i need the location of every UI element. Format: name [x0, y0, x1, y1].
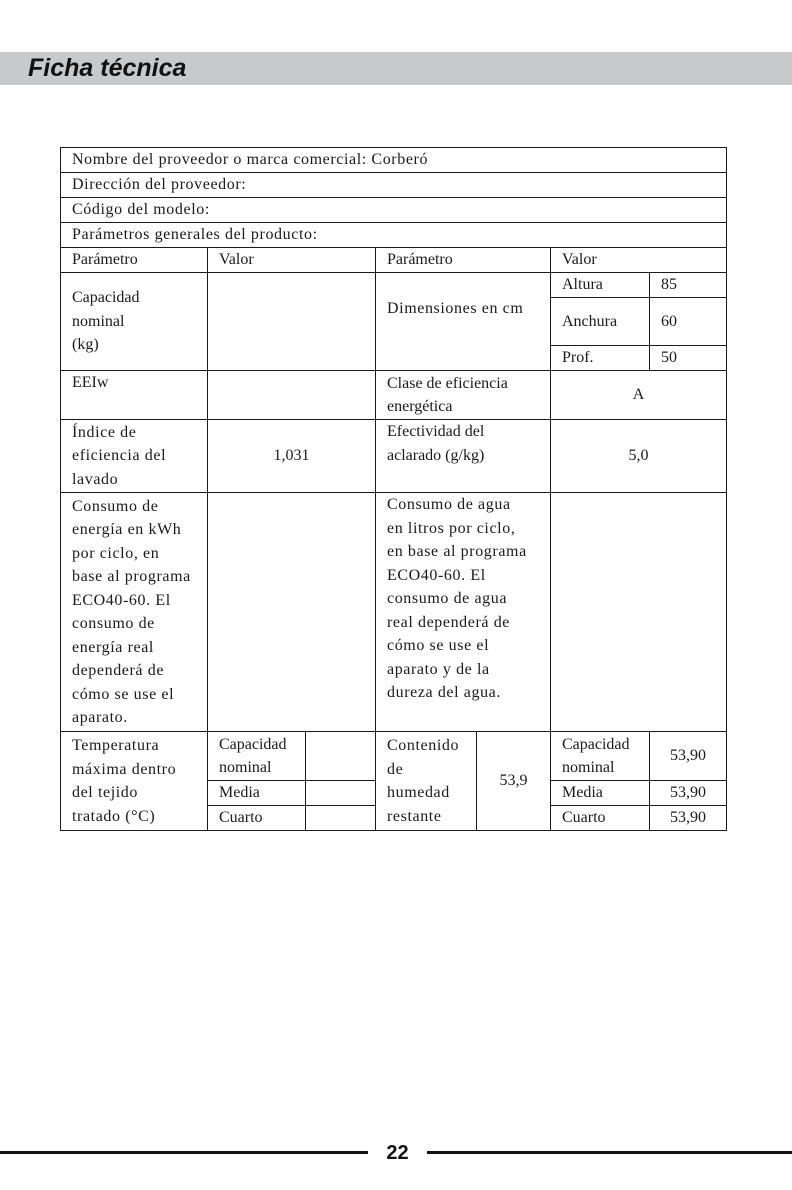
text-line: consumo de agua [387, 590, 508, 607]
text-line: aparato y de la [387, 660, 490, 678]
text-line: dependerá de [72, 662, 165, 679]
moisture-half-label: Media [551, 781, 650, 806]
temp-nominal-value [306, 732, 376, 781]
temp-half-value [306, 781, 376, 806]
text-line: energética [387, 398, 453, 415]
text-line: nominal [562, 759, 615, 776]
energy-class-label [376, 371, 551, 420]
temp-nominal-label [208, 732, 306, 781]
text-line: lavado [72, 470, 119, 488]
general-params-cell: Parámetros generales del producto: [61, 223, 727, 248]
moisture-nominal-value: 53,90 [650, 732, 727, 781]
text-line: humedad [387, 784, 450, 801]
footer-rule-right [427, 1151, 792, 1154]
temp-quarter-value [306, 806, 376, 831]
text-line: en base al programa [387, 543, 527, 560]
text-line: Consumo de [72, 497, 159, 515]
temp-half-label: Media [208, 781, 306, 806]
text-line: Clase de eficiencia [387, 374, 508, 392]
text-line: Capacidad [72, 289, 140, 307]
table-row [61, 273, 727, 298]
capacity-value [208, 273, 376, 371]
address-cell: Dirección del proveedor: [61, 173, 727, 198]
text-line: energía real [72, 638, 154, 656]
text-line: Contenido [387, 737, 460, 754]
height-value: 85 [650, 273, 727, 298]
text-line: base al programa [72, 568, 191, 585]
table-header-row [61, 248, 727, 273]
text-line: restante [387, 807, 442, 825]
text-line: tratado (°C) [72, 807, 156, 825]
table-row [61, 420, 727, 493]
text-line: Efectividad del [387, 423, 485, 440]
header-value: Valor [551, 248, 727, 273]
page-title: Ficha técnica [28, 54, 187, 82]
rinse-label [376, 420, 551, 493]
table-row [61, 223, 727, 248]
text-line: de [387, 760, 404, 778]
header-value: Valor [208, 248, 376, 273]
text-line: aclarado (g/kg) [387, 446, 485, 464]
eeiw-label: EEIw [61, 371, 208, 420]
text-line: (kg) [72, 336, 99, 354]
text-line: Índice de [72, 423, 137, 441]
table-row [61, 493, 727, 732]
text-line: por ciclo, en [72, 544, 160, 562]
depth-value: 50 [650, 346, 727, 371]
table-row [61, 173, 727, 198]
spec-table [60, 147, 727, 831]
text-line: cómo se use el [72, 685, 175, 703]
eeiw-value [208, 371, 376, 420]
text-line: aparato. [72, 709, 128, 726]
text-line: dureza del agua. [387, 684, 501, 701]
text-line: del tejido [72, 784, 138, 801]
width-value: 60 [650, 298, 727, 346]
text-line: Consumo de agua [387, 496, 511, 513]
dimensions-label: Dimensiones en cm [376, 273, 551, 371]
table-row [61, 198, 727, 223]
text-line: nominal [72, 312, 125, 330]
wash-index-value: 1,031 [208, 420, 376, 493]
model-cell: Código del modelo: [61, 198, 727, 223]
text-line: real dependerá de [387, 613, 511, 631]
depth-label: Prof. [551, 346, 650, 371]
energy-consumption-label [61, 493, 208, 732]
text-line: Temperatura [72, 737, 160, 754]
temp-quarter-label: Cuarto [208, 806, 306, 831]
table-row [61, 732, 727, 781]
moisture-quarter-value: 53,90 [650, 806, 727, 831]
footer-rule-left [0, 1151, 368, 1154]
energy-consumption-value [208, 493, 376, 732]
water-consumption-label [376, 493, 551, 732]
moisture-quarter-label: Cuarto [551, 806, 650, 831]
text-line: energía en kWh [72, 521, 182, 538]
height-label: Altura [551, 273, 650, 298]
text-line: nominal [219, 759, 272, 776]
text-line: ECO40-60. El [72, 591, 171, 609]
moisture-half-value: 53,90 [650, 781, 727, 806]
water-consumption-value [551, 493, 727, 732]
width-label: Anchura [551, 298, 650, 346]
text-line: Capacidad [562, 735, 630, 753]
temperature-label [61, 732, 208, 831]
text-line: máxima dentro [72, 760, 177, 778]
table-row [61, 371, 727, 420]
header-param: Parámetro [61, 248, 208, 273]
page-number: 22 [386, 1142, 409, 1164]
moisture-value: 53,9 [477, 732, 551, 831]
moisture-nominal-label [551, 732, 650, 781]
wash-index-label [61, 420, 208, 493]
text-line: eficiencia del [72, 447, 167, 465]
header-param: Parámetro [376, 248, 551, 273]
text-line: en litros por ciclo, [387, 519, 516, 537]
supplier-cell: Nombre del proveedor o marca comercial: Corberó [61, 148, 727, 173]
text-line: consumo de [72, 615, 155, 632]
text-line: Capacidad [219, 735, 287, 753]
text-line: cómo se use el [387, 637, 490, 654]
table-row [61, 148, 727, 173]
rinse-value: 5,0 [551, 420, 727, 493]
energy-class-value: A [551, 371, 727, 420]
capacity-label [61, 273, 208, 371]
text-line: ECO40-60. El [387, 566, 486, 584]
moisture-label [376, 732, 477, 831]
